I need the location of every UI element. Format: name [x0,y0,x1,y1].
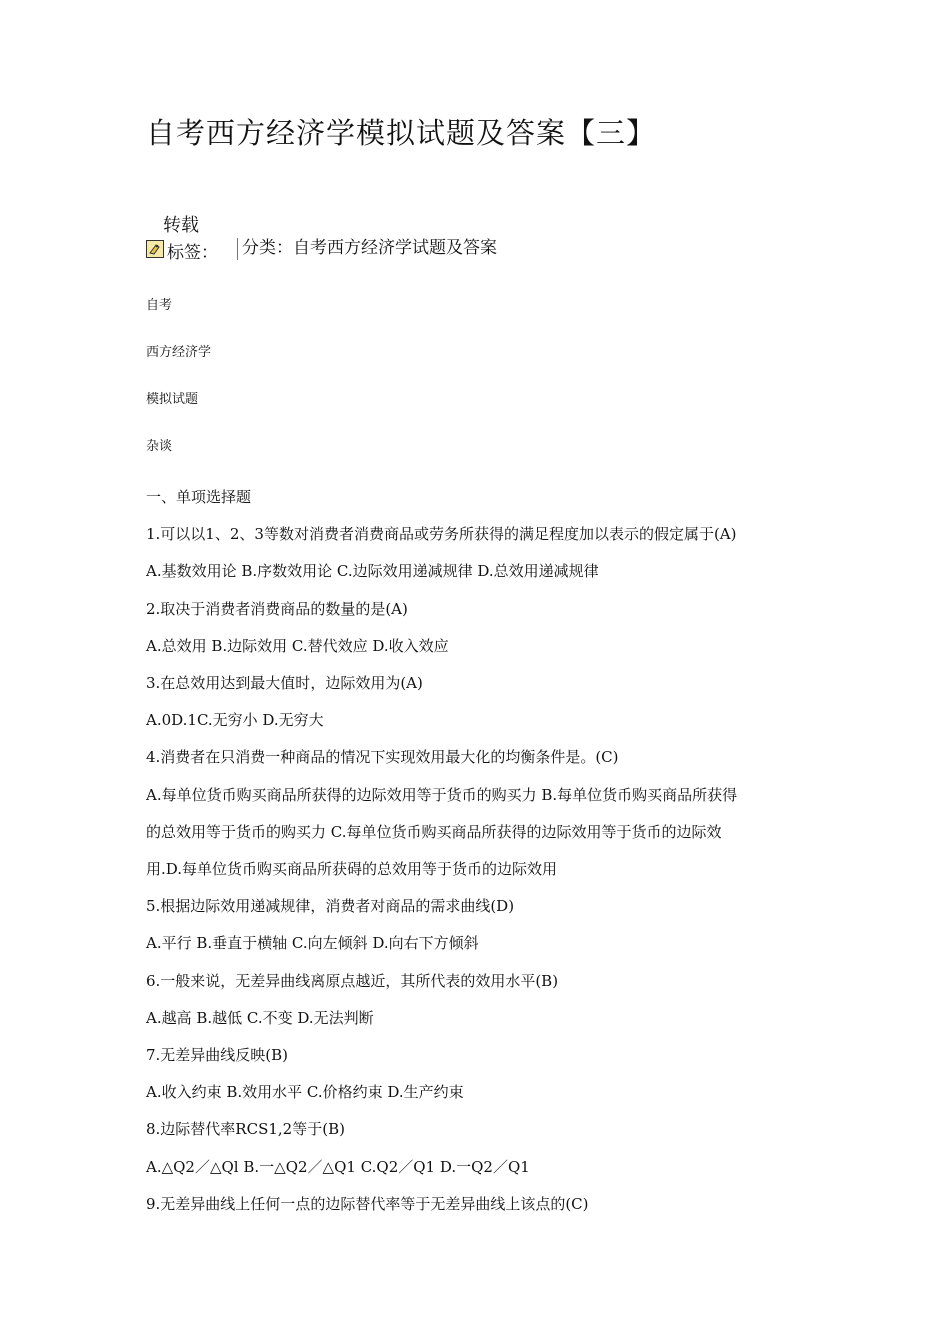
answer-options: A.基数效用论 B.序数效用论 C.边际效用递减规律 D.总效用递减规律 [146,562,599,581]
keyword-link[interactable]: 自考 [146,298,173,313]
question-text: 3.在总效用达到最大值时，边际效用为(A) [146,674,423,693]
answer-options: A.收入约束 B.效用水平 C.价格约束 D.生产约束 [146,1083,464,1102]
question-text: 8.边际替代率RCS1,2等于(B) [146,1120,345,1139]
answer-options: A.△Q2／△Ql B.一△Q2／△Q1 C.Q2／Q1 D.一Q2／Q1 [146,1157,530,1176]
question-text: 5.根据边际效用递减规律，消费者对商品的需求曲线(D) [146,897,515,916]
question-text: 2.取决于消费者消费商品的数量的是(A) [146,599,408,618]
question-text: 6.一般来说，无差异曲线离原点越近，其所代表的效用水平(B) [146,971,559,990]
divider [237,238,238,260]
keyword-link[interactable]: 西方经济学 [146,345,212,360]
answer-options: A.每单位货币购买商品所获得的边际效用等于货币的购买力 B.每单位货币购买商品所获得 [146,785,738,804]
answer-options: A.总效用 B.边际效用 C.替代效应 D.收入效应 [146,636,449,655]
answer-options: A.0D.1C.无穷小 D.无穷大 [146,711,324,730]
keyword-link[interactable]: 杂谈 [146,439,173,454]
tag-line [146,238,512,263]
question-text: 7.无差异曲线反映(B) [146,1046,289,1065]
page-title: 自考西方经济学模拟试题及答案【三】 [146,116,657,150]
answer-options: 的总效用等于货币的购买力 C.每单位货币购买商品所获得的边际效用等于货币的边际效 [146,822,722,841]
question-text: 9.无差异曲线上任何一点的边际替代率等于无差异曲线上该点的(C) [146,1194,589,1213]
answer-options: A.越高 B.越低 C.不变 D.无法判断 [146,1008,374,1027]
question-text: 4.消费者在只消费一种商品的情况下实现效用最大化的均衡条件是。(C) [146,748,619,767]
answer-options: 用.D.每单位货币购买商品所获碍的总效用等于货币的边际效用 [146,860,558,879]
article-body [146,479,811,1223]
tags-label: 标签： [167,243,218,263]
repost-label: 转载 [163,215,199,236]
keyword-link[interactable]: 模拟试题 [146,392,199,407]
section-heading: 一、单项选择题 [146,488,252,506]
tag-icon [146,240,164,258]
answer-options: A.平行 B.垂直于横轴 C.向左倾斜 D.向右下方倾斜 [146,934,479,953]
question-text: 1.可以以1、2、3等数对消费者消费商品或劳务所获得的满足程度加以表示的假定属于(A) [146,525,737,544]
category-text[interactable]: 分类：自考西方经济学试题及答案 [242,238,497,258]
